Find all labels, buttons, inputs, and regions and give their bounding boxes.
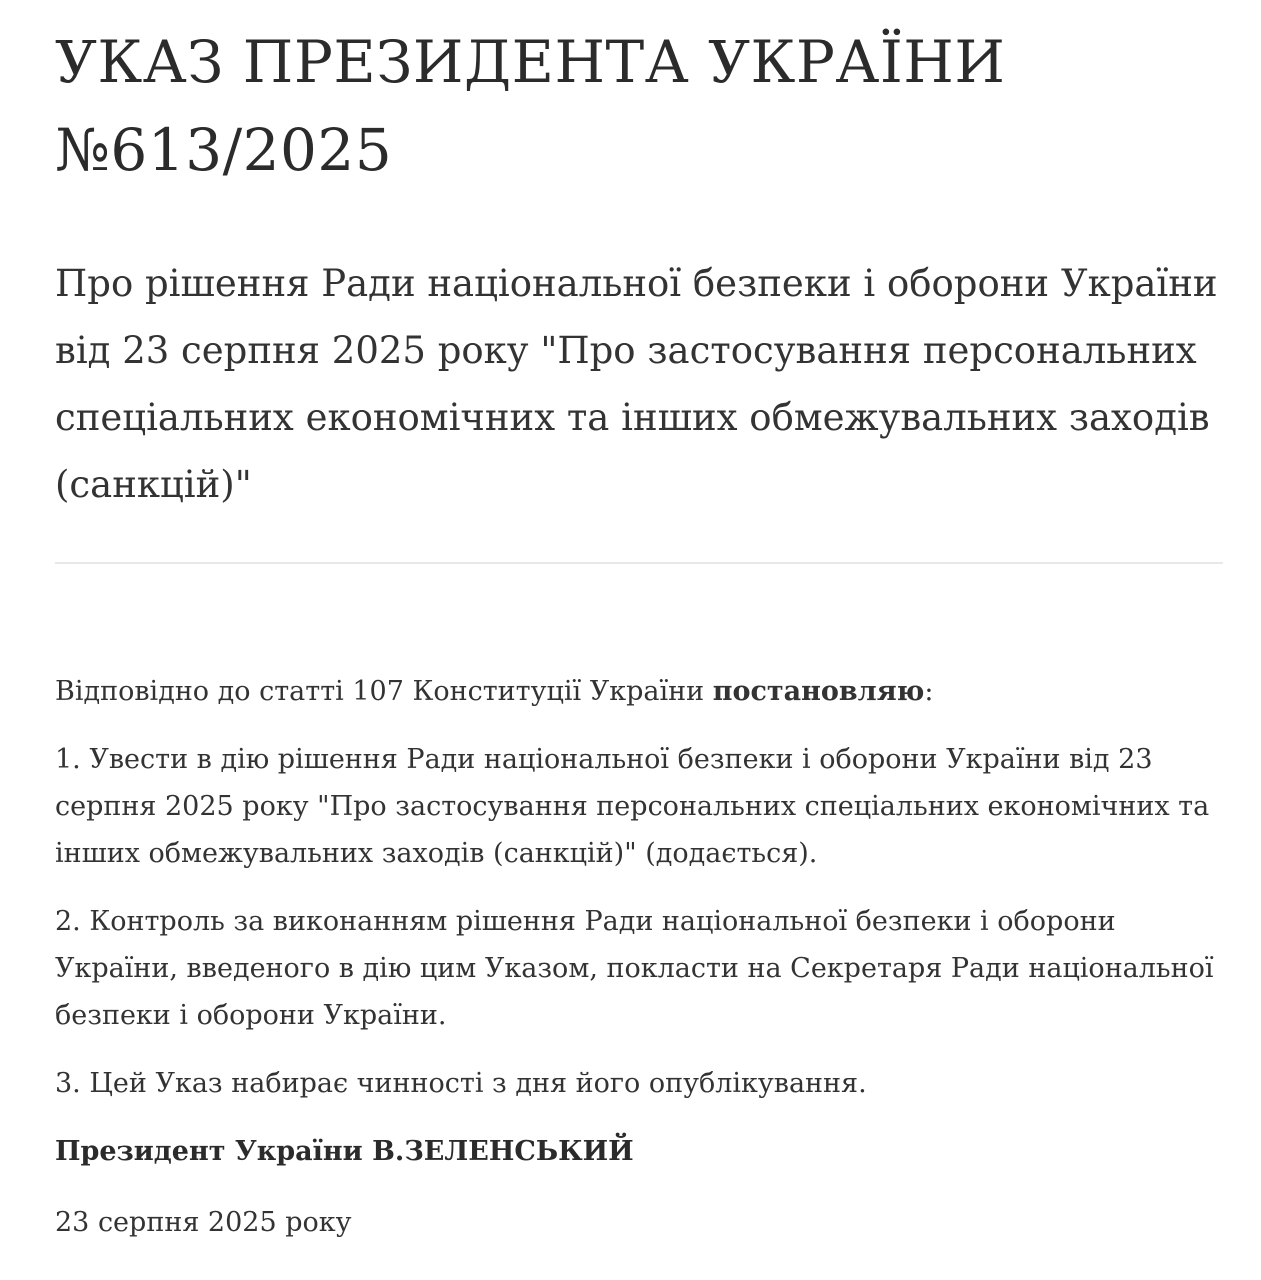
preamble-bold: постановляю bbox=[712, 676, 925, 707]
decree-date: 23 серпня 2025 року bbox=[55, 1207, 352, 1238]
preamble-tail: : bbox=[924, 676, 934, 707]
divider bbox=[55, 562, 1223, 564]
title-line-2: №613/2025 bbox=[55, 116, 393, 184]
decree-item-3: 3. Цей Указ набирає чинності з дня його опублікування. bbox=[55, 1068, 867, 1099]
decree-item-1: 1. Увести в дію рішення Ради національної безпеки і оборони України від 23 серпня 2025 року "Про застосування персональних спеціальних економічних та інших обмежувальних заходів (санкцій)" (додається). bbox=[55, 744, 1210, 869]
preamble-text: Відповідно до статті 107 Конституції України bbox=[55, 676, 713, 707]
signature: Президент України В.ЗЕЛЕНСЬКИЙ bbox=[55, 1136, 634, 1167]
decree-item-2: 2. Контроль за виконанням рішення Ради національної безпеки і оборони України, введеного в дію цим Указом, покласти на Секретаря Ради національної безпеки і оборони України. bbox=[55, 906, 1214, 1031]
title-line-1: УКАЗ ПРЕЗИДЕНТА УКРАЇНИ bbox=[55, 28, 1006, 96]
preamble bbox=[55, 668, 1223, 715]
page-title bbox=[55, 0, 1223, 194]
decree-subtitle: Про рішення Ради національної безпеки і оборони України від 23 серпня 2025 року "Про застосування персональних спеціальних економічних та інших обмежувальних заходів (санкцій)" bbox=[55, 262, 1218, 506]
decree-page bbox=[55, 0, 1223, 1267]
decree-body bbox=[55, 668, 1223, 1246]
